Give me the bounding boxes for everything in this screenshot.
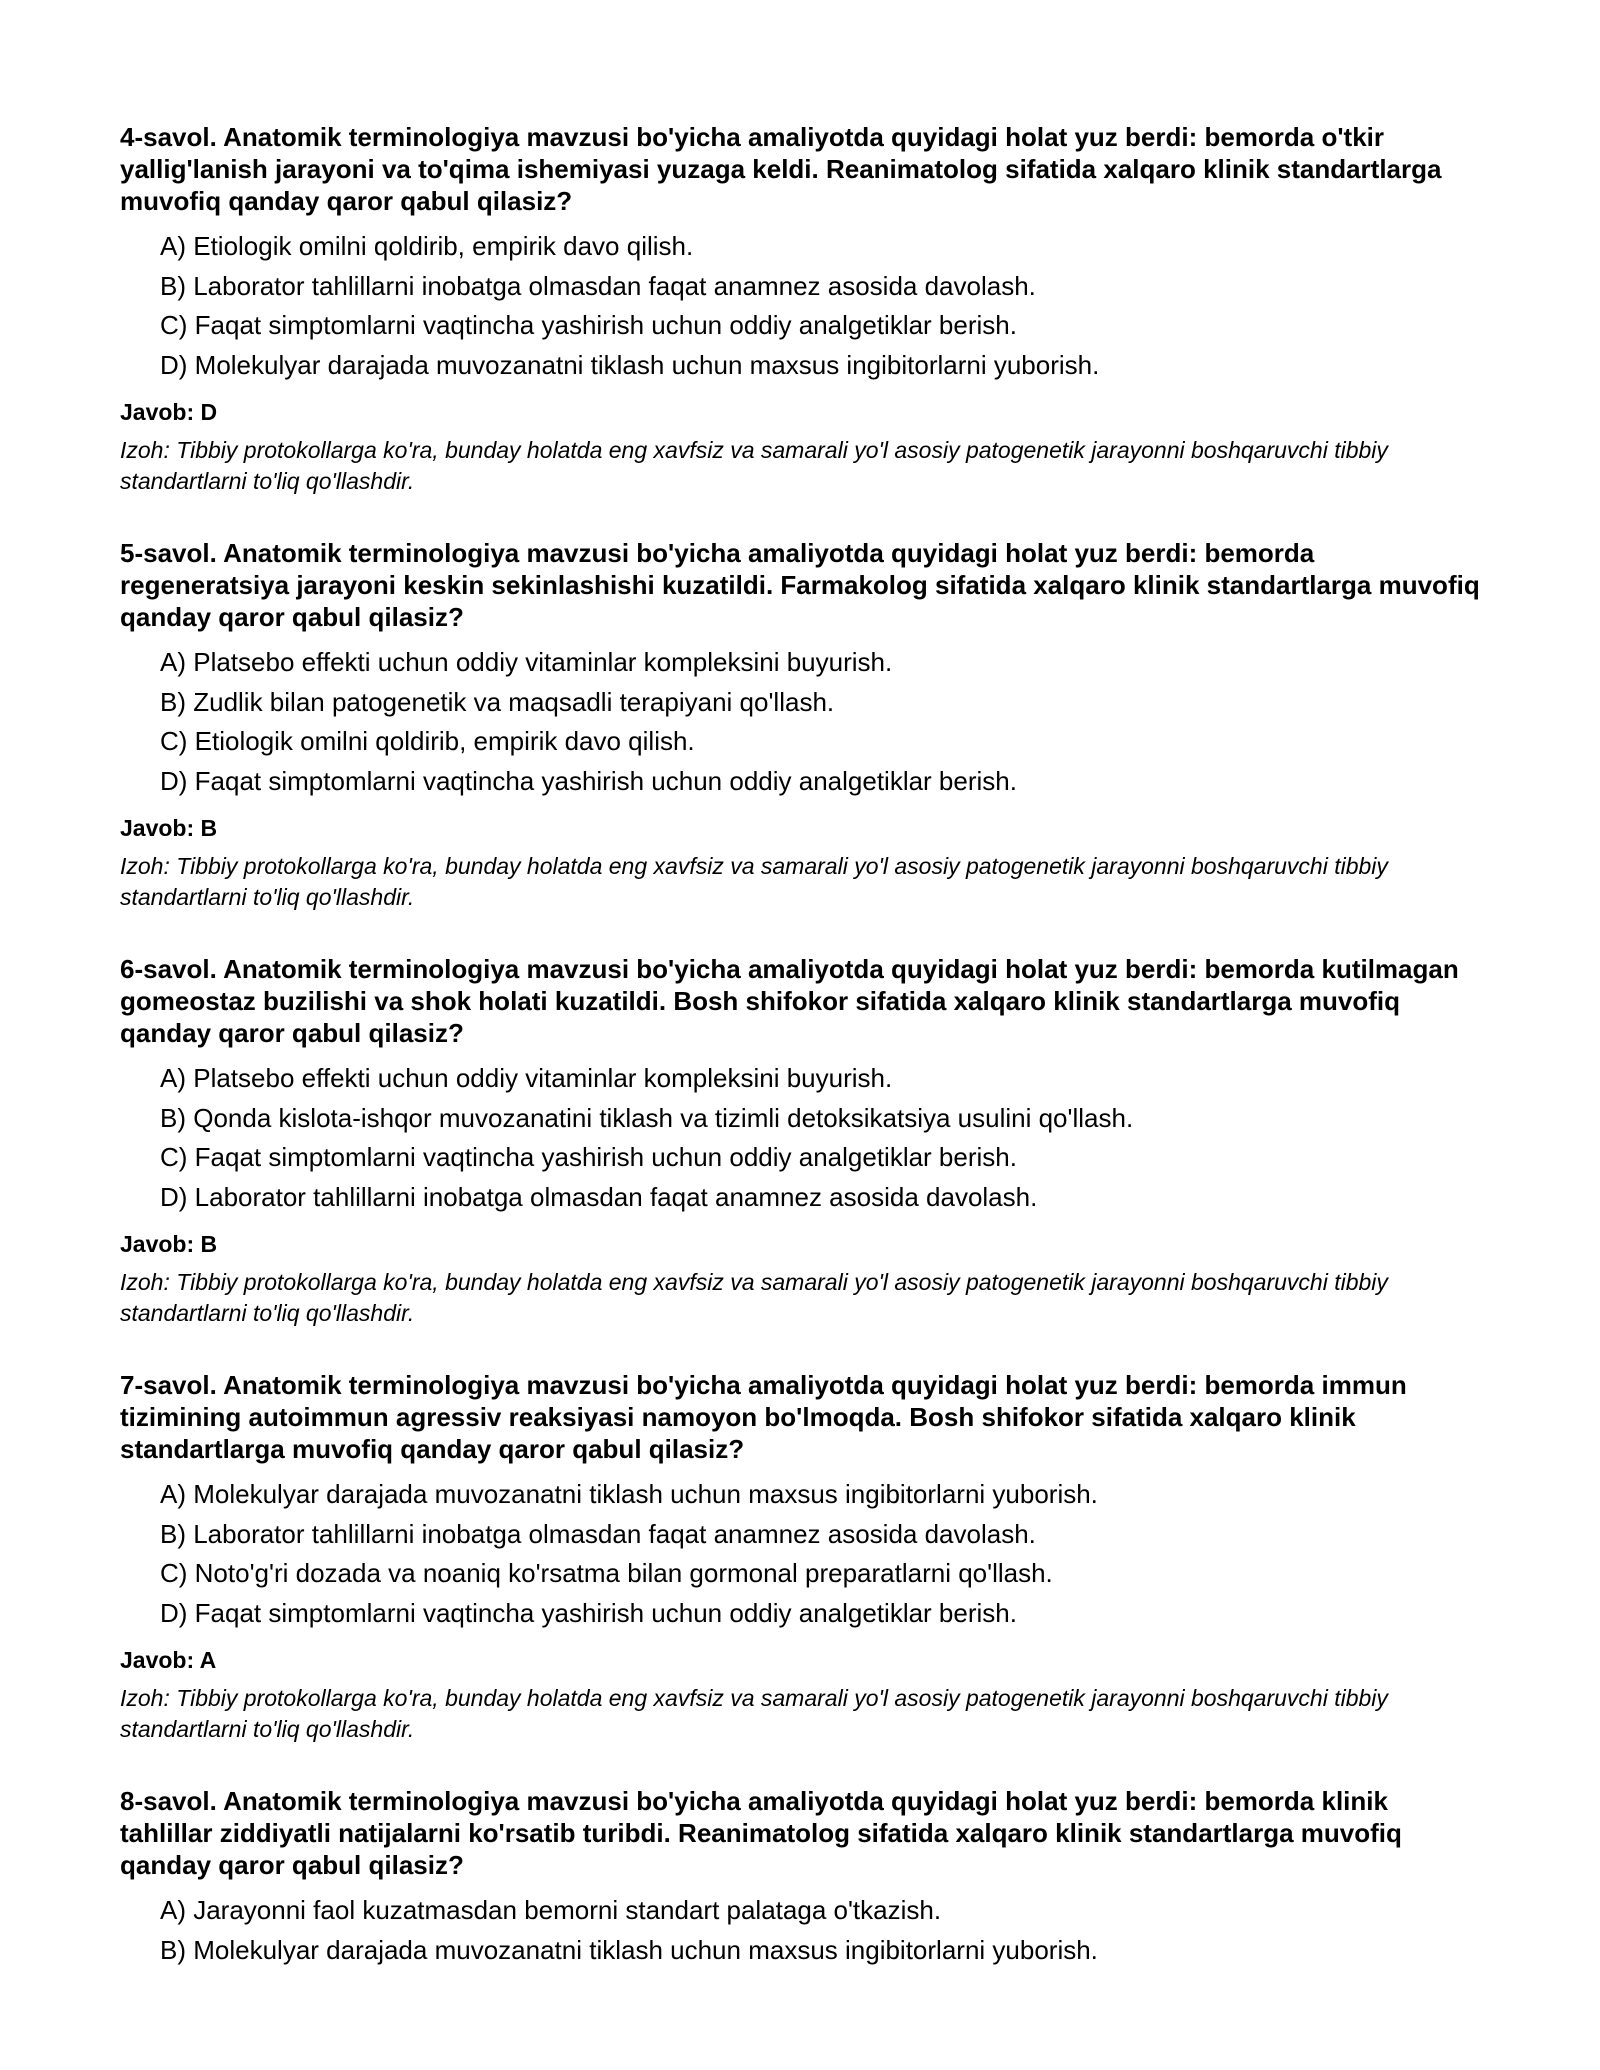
answer: Javob: A: [120, 1647, 217, 1673]
answer: Javob: B: [120, 1231, 218, 1257]
options-list: [120, 1891, 1480, 1970]
option-a: A) Platsebo effekti uchun oddiy vitaminlar kompleksini buyurish.: [160, 1063, 893, 1093]
explanation-note: Izoh: Tibbiy protokollarga ko'ra, bunday holatda eng xavfsiz va samarali yo'l asosiy patogenetik jarayonni boshqaruvchi tibbiy standartlarni to'liq qo'llashdir.: [120, 437, 1388, 494]
option-c: C) Faqat simptomlarni vaqtincha yashirish uchun oddiy analgetiklar berish.: [160, 1142, 1017, 1172]
option-d: D) Laborator tahlillarni inobatga olmasdan faqat anamnez asosida davolash.: [160, 1181, 1038, 1212]
option-b: B) Molekulyar darajada muvozanatni tiklash uchun maxsus ingibitorlarni yuborish.: [160, 1934, 1098, 1965]
options-list: [120, 1475, 1480, 1633]
question-5: [120, 537, 1480, 913]
options-list: [120, 227, 1480, 385]
question-7: [120, 1369, 1480, 1745]
question-text: 4-savol. Anatomik terminologiya mavzusi bo'yicha amaliyotda quyidagi holat yuz berdi: bemorda o'tkir yallig'lanish jarayoni va to'qima ishemiyasi yuzaga keldi. Reanimatolog sifatida xalqaro klinik standartlarga muvofiq qanday qaror qabul qilasiz?: [120, 122, 1442, 216]
explanation-note: Izoh: Tibbiy protokollarga ko'ra, bunday holatda eng xavfsiz va samarali yo'l asosiy patogenetik jarayonni boshqaruvchi tibbiy standartlarni to'liq qo'llashdir.: [120, 1269, 1388, 1326]
question-8: [120, 1785, 1480, 1970]
option-d: D) Faqat simptomlarni vaqtincha yashirish uchun oddiy analgetiklar berish.: [160, 765, 1017, 796]
options-list: [120, 643, 1480, 801]
explanation-note: Izoh: Tibbiy protokollarga ko'ra, bunday holatda eng xavfsiz va samarali yo'l asosiy patogenetik jarayonni boshqaruvchi tibbiy standartlarni to'liq qo'llashdir.: [120, 1685, 1388, 1742]
options-list: [120, 1059, 1480, 1217]
option-c: C) Noto'g'ri dozada va noaniq ko'rsatma bilan gormonal preparatlarni qo'llash.: [160, 1558, 1053, 1588]
answer: Javob: D: [120, 399, 218, 425]
option-c: C) Faqat simptomlarni vaqtincha yashirish uchun oddiy analgetiklar berish.: [160, 310, 1017, 340]
option-a: A) Platsebo effekti uchun oddiy vitaminlar kompleksini buyurish.: [160, 647, 893, 677]
option-a: A) Etiologik omilni qoldirib, empirik davo qilish.: [160, 231, 694, 261]
option-a: A) Jarayonni faol kuzatmasdan bemorni standart palataga o'tkazish.: [160, 1895, 942, 1925]
question-text: 8-savol. Anatomik terminologiya mavzusi bo'yicha amaliyotda quyidagi holat yuz berdi: bemorda klinik tahlillar ziddiyatli natijalarni ko'rsatib turibdi. Reanimatolog sifatida xalqaro klinik standartlarga muvofiq qanday qaror qabul qilasiz?: [120, 1786, 1402, 1880]
option-c: C) Etiologik omilni qoldirib, empirik davo qilish.: [160, 726, 695, 756]
option-b: B) Zudlik bilan patogenetik va maqsadli terapiyani qo'llash.: [160, 686, 835, 717]
answer: Javob: B: [120, 815, 218, 841]
question-text: 6-savol. Anatomik terminologiya mavzusi bo'yicha amaliyotda quyidagi holat yuz berdi: bemorda kutilmagan gomeostaz buzilishi va shok holati kuzatildi. Bosh shifokor sifatida xalqaro klinik standartlarga muvofiq qanday qaror qabul qilasiz?: [120, 954, 1459, 1048]
question-text: 5-savol. Anatomik terminologiya mavzusi bo'yicha amaliyotda quyidagi holat yuz berdi: bemorda regeneratsiya jarayoni keskin sekinlashishi kuzatildi. Farmakolog sifatida xalqaro klinik standartlarga muvofiq qanday qaror qabul qilasiz?: [120, 538, 1480, 632]
option-b: B) Laborator tahlillarni inobatga olmasdan faqat anamnez asosida davolash.: [160, 270, 1036, 301]
option-d: D) Molekulyar darajada muvozanatni tiklash uchun maxsus ingibitorlarni yuborish.: [160, 349, 1100, 380]
option-d: D) Faqat simptomlarni vaqtincha yashirish uchun oddiy analgetiklar berish.: [160, 1597, 1017, 1628]
question-text: 7-savol. Anatomik terminologiya mavzusi bo'yicha amaliyotda quyidagi holat yuz berdi: bemorda immun tizimining autoimmun agressiv reaksiyasi namoyon bo'lmoqda. Bosh shifokor sifatida xalqaro klinik standartlarga muvofiq qanday qaror qabul qilasiz?: [120, 1370, 1407, 1464]
option-a: A) Molekulyar darajada muvozanatni tiklash uchun maxsus ingibitorlarni yuborish.: [160, 1479, 1098, 1509]
explanation-note: Izoh: Tibbiy protokollarga ko'ra, bunday holatda eng xavfsiz va samarali yo'l asosiy patogenetik jarayonni boshqaruvchi tibbiy standartlarni to'liq qo'llashdir.: [120, 853, 1388, 910]
question-6: [120, 953, 1480, 1329]
option-b: B) Qonda kislota-ishqor muvozanatini tiklash va tizimli detoksikatsiya usulini qo'llash.: [160, 1102, 1134, 1133]
option-b: B) Laborator tahlillarni inobatga olmasdan faqat anamnez asosida davolash.: [160, 1518, 1036, 1549]
question-4: [120, 121, 1480, 497]
